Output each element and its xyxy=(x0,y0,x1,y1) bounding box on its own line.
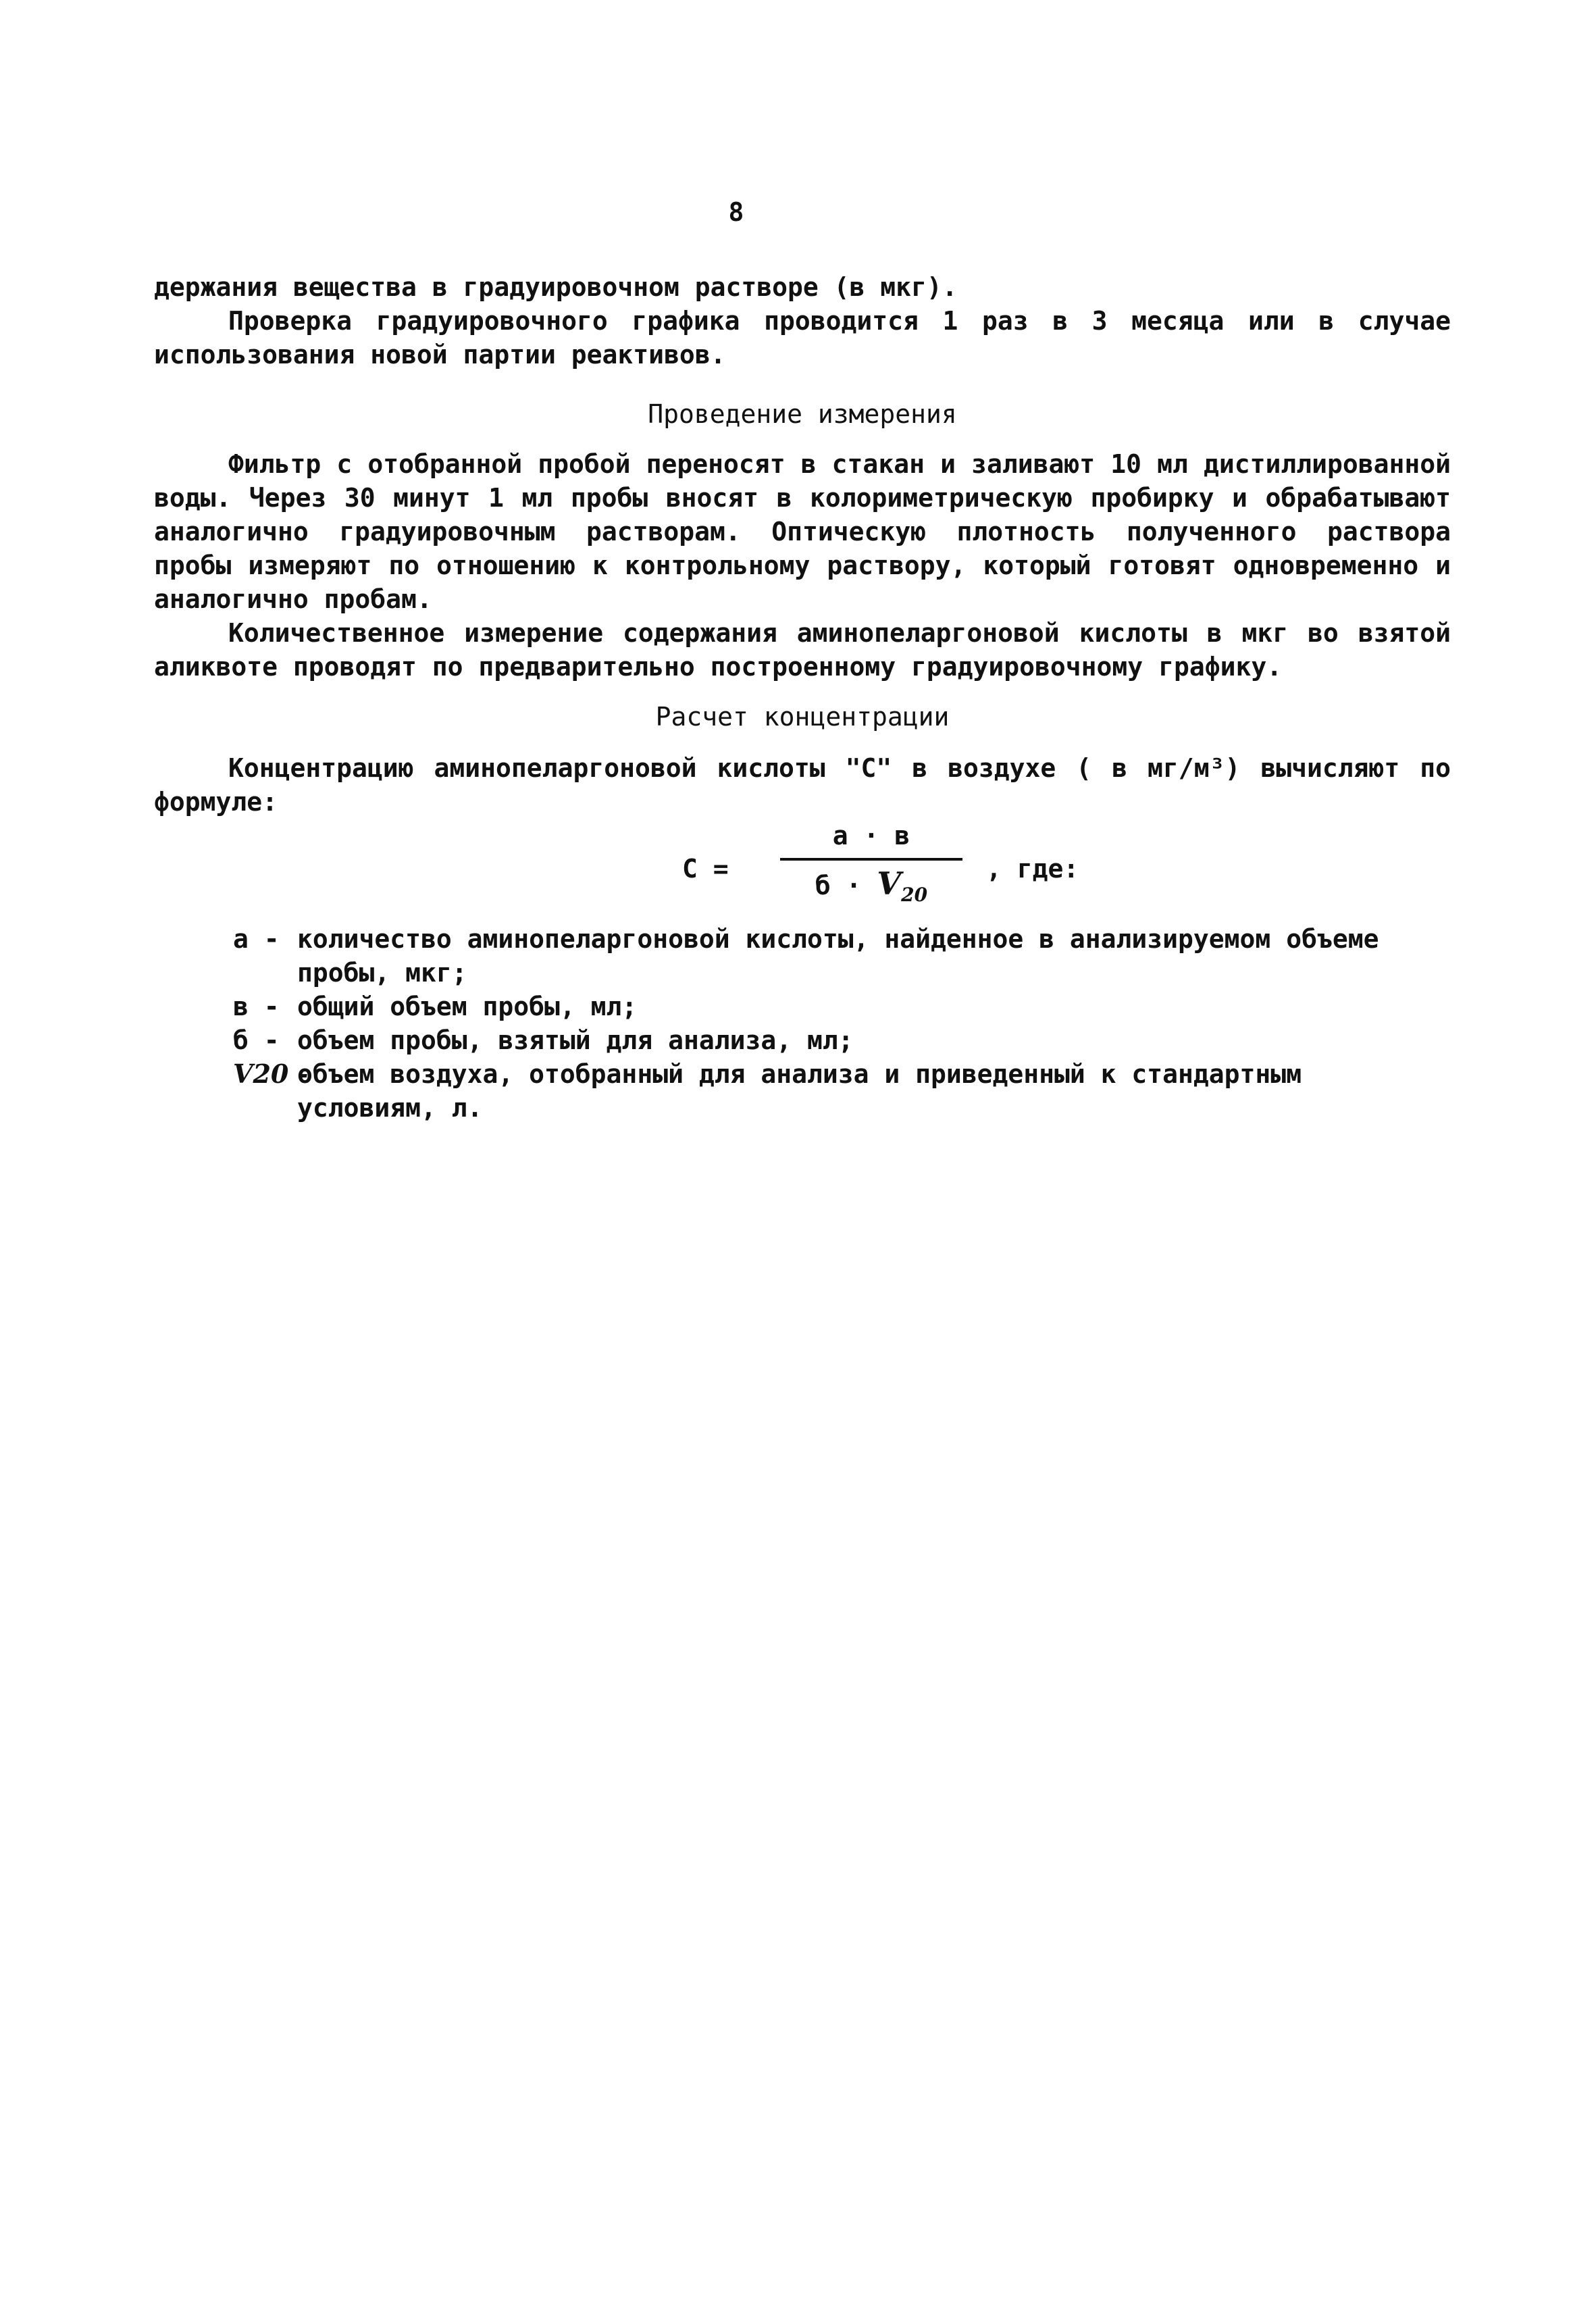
main-text xyxy=(154,270,1451,819)
section-heading-calculation: Расчет концентрации xyxy=(655,702,950,732)
legend-text: количество аминопеларгоновой кислоты, найденное в анализируемом объеме пробы, мкг; xyxy=(297,924,1379,988)
legend-item xyxy=(233,1023,1449,1057)
v20-symbol: $V_{20}$ xyxy=(877,865,928,907)
paragraph-formula-intro: Концентрацию аминопеларгоновой кислоты "С" в воздухе ( в мг/м³) вычисляют по формуле: xyxy=(154,753,1451,817)
legend-item xyxy=(233,990,1449,1023)
paragraph-measurement-procedure: Фильтр с отобранной пробой переносят в стакан и заливают 10 мл дистиллированной воды. Через 30 минут 1 мл пробы вносят в колориметрическую пробирку и обрабатывают аналогично градуировочным растворам. Оптическую плотность полученного раствора пробы измеряют по отношению к контрольному раствору, который готовят одновременно и аналогично пробам. xyxy=(154,449,1451,614)
formula-fraction xyxy=(780,817,962,907)
legend-symbol: б - xyxy=(233,1025,280,1055)
legend-symbol: а - xyxy=(233,924,280,954)
paragraph-calibration-check: Проверка градуировочного графика проводится 1 раз в 3 месяца или в случае использования новой партии реактивов. xyxy=(154,306,1451,370)
section-heading-measurement: Проведение измерения xyxy=(648,399,957,429)
legend-text: объем пробы, взятый для анализа, мл; xyxy=(297,1025,854,1055)
formula-numerator: а · в xyxy=(832,821,910,850)
legend-symbol: в - xyxy=(233,992,280,1021)
paragraph-quantitative-measurement: Количественное измерение содержания аминопеларгоновой кислоты в мкг во взятой аликвоте проводят по предварительно построенному градуировочному графику. xyxy=(154,618,1451,682)
legend-text: объем воздуха, отобранный для анализа и приведенный к стандартным условиям, л. xyxy=(297,1059,1302,1123)
legend-text: общий объем пробы, мл; xyxy=(297,992,638,1021)
legend-symbol-v20: V20 - xyxy=(233,1059,309,1089)
formula-denominator xyxy=(780,865,962,907)
paragraph-continuation: держания вещества в градуировочном растворе (в мкг). xyxy=(154,272,958,302)
legend-item xyxy=(233,922,1449,990)
page-number: 8 xyxy=(728,197,744,227)
formula-lhs: С = xyxy=(682,854,729,884)
formula-where: , где: xyxy=(986,854,1079,884)
denominator-prefix: б · xyxy=(815,871,862,900)
fraction-bar xyxy=(780,858,962,861)
formula-legend xyxy=(233,922,1449,1125)
legend-item xyxy=(233,1057,1449,1125)
concentration-formula xyxy=(682,817,1101,912)
